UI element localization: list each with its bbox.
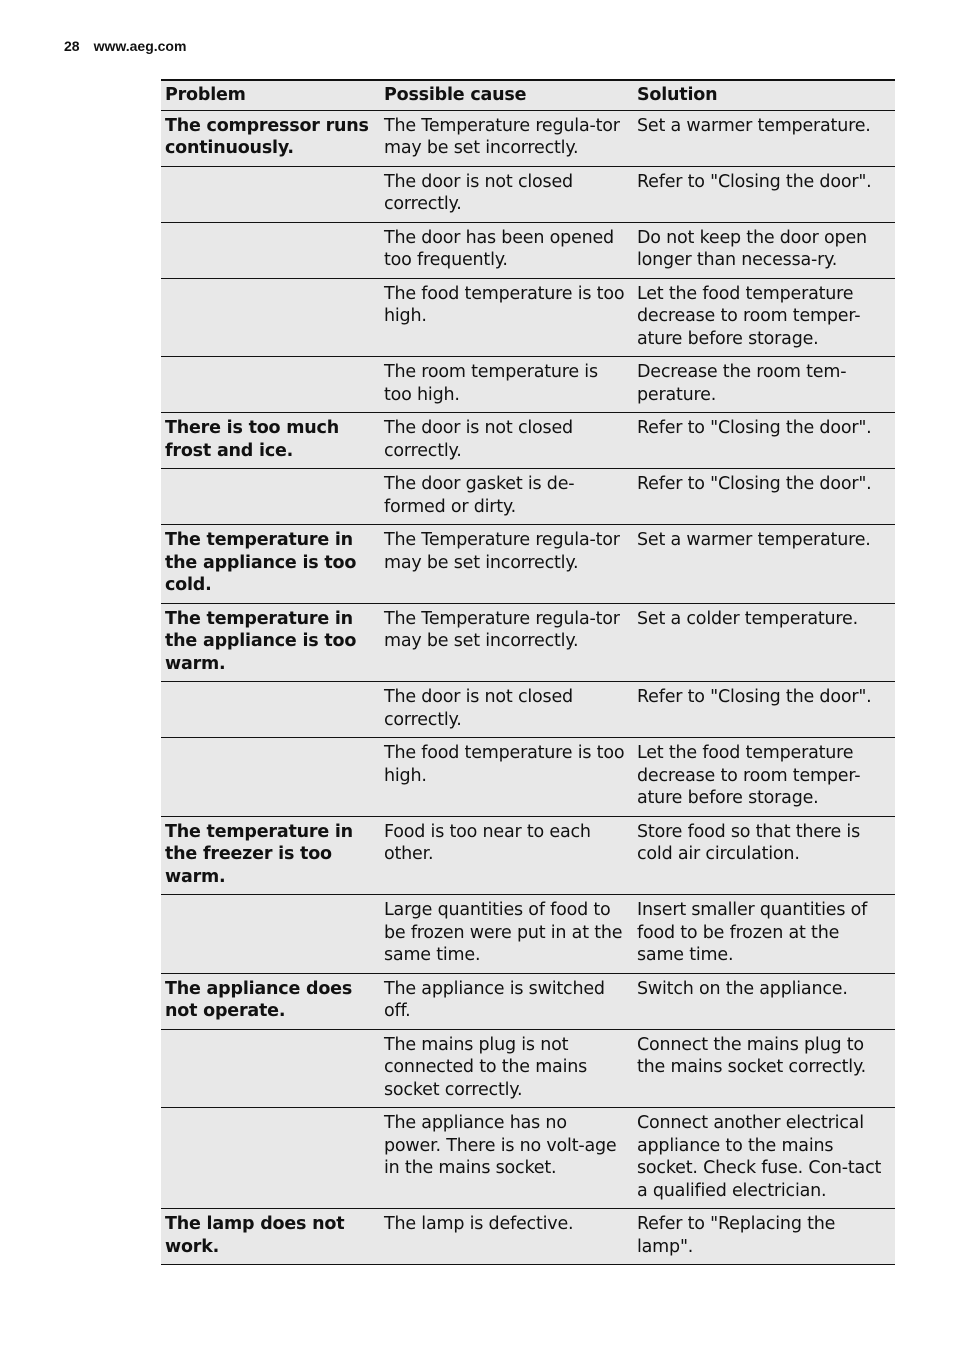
problem-cell (161, 682, 380, 738)
solution-cell: Let the food temperature decrease to room temper-ature before storage. (637, 743, 861, 808)
table-row (161, 110, 895, 166)
cause-cell: The door is not closed correctly. (384, 687, 573, 730)
problem-cell: The compressor runs continuously. (165, 115, 369, 158)
cause-cell: Food is too near to each other. (384, 821, 591, 864)
cause-cell: The food temperature is too high. (384, 283, 625, 326)
table-row (161, 738, 895, 817)
solution-cell: Set a warmer temperature. (637, 530, 871, 550)
solution-cell: Connect another electrical appliance to the mains socket. Check fuse. Con-tact a qualified electrician. (637, 1113, 882, 1201)
problem-cell (161, 1108, 380, 1209)
problem-cell (161, 278, 380, 357)
cause-cell: The lamp is defective. (384, 1214, 574, 1234)
cause-cell: The Temperature regula-tor may be set incorrectly. (384, 608, 620, 651)
table-row (161, 222, 895, 278)
column-header-problem: Problem (165, 85, 246, 105)
cause-cell: Large quantities of food to be frozen were put in at the same time. (384, 900, 623, 965)
problem-cell (161, 222, 380, 278)
table-row (161, 603, 895, 682)
troubleshooting-table (161, 79, 895, 1265)
problem-cell: The appliance does not operate. (165, 978, 353, 1021)
table-row (161, 1108, 895, 1209)
solution-cell: Do not keep the door open longer than necessa-ry. (637, 227, 867, 270)
table-row (161, 682, 895, 738)
cause-cell: The mains plug is not connected to the mains socket correctly. (384, 1034, 588, 1100)
solution-cell: Refer to "Closing the door". (637, 474, 872, 494)
table-row (161, 816, 895, 895)
problem-cell (161, 357, 380, 413)
table-row (161, 278, 895, 357)
table-row (161, 895, 895, 974)
problem-cell (161, 895, 380, 974)
page-number: 28 (64, 38, 80, 54)
problem-cell: The temperature in the appliance is too cold. (165, 530, 357, 595)
column-header-cause: Possible cause (384, 85, 527, 105)
table-row (161, 525, 895, 604)
website-url: www.aeg.com (93, 38, 187, 54)
problem-cell (161, 738, 380, 817)
table-row (161, 413, 895, 469)
table-row (161, 1209, 895, 1265)
cause-cell: The room temperature is too high. (384, 362, 598, 405)
table-row (161, 357, 895, 413)
table-header-row (161, 80, 895, 110)
cause-cell: The Temperature regula-tor may be set incorrectly. (384, 115, 620, 158)
problem-cell: There is too much frost and ice. (165, 418, 339, 461)
solution-cell: Refer to "Closing the door". (637, 687, 872, 707)
table-row (161, 973, 895, 1029)
table-row (161, 469, 895, 525)
problem-cell (161, 469, 380, 525)
problem-cell (161, 1029, 380, 1108)
cause-cell: The Temperature regula-tor may be set incorrectly. (384, 530, 620, 573)
table-row (161, 1029, 895, 1108)
cause-cell: The door is not closed correctly. (384, 418, 573, 461)
solution-cell: Let the food temperature decrease to room temper-ature before storage. (637, 283, 861, 349)
cause-cell: The food temperature is too high. (384, 743, 625, 786)
problem-cell: The lamp does not work. (165, 1214, 345, 1257)
solution-cell: Set a colder temperature. (637, 608, 858, 629)
problem-cell: The temperature in the freezer is too warm. (165, 821, 353, 887)
problem-cell: The temperature in the appliance is too warm. (165, 608, 357, 674)
solution-cell: Set a warmer temperature. (637, 115, 871, 136)
solution-cell: Switch on the appliance. (637, 978, 848, 999)
cause-cell: The door has been opened too frequently. (384, 227, 614, 270)
solution-cell: Connect the mains plug to the mains socket correctly. (637, 1034, 866, 1077)
cause-cell: The appliance has no power. There is no volt-age in the mains socket. (384, 1113, 617, 1178)
solution-cell: Decrease the room tem-perature. (637, 362, 847, 405)
cause-cell: The door gasket is de-formed or dirty. (384, 474, 575, 517)
column-header-solution: Solution (637, 85, 718, 105)
cause-cell: The appliance is switched off. (384, 978, 605, 1021)
problem-cell (161, 166, 380, 222)
table-row (161, 166, 895, 222)
solution-cell: Insert smaller quantities of food to be frozen at the same time. (637, 900, 868, 965)
solution-cell: Refer to "Closing the door". (637, 418, 872, 438)
solution-cell: Store food so that there is cold air circulation. (637, 821, 860, 864)
solution-cell: Refer to "Replacing the lamp". (637, 1214, 836, 1257)
solution-cell: Refer to "Closing the door". (637, 171, 872, 192)
cause-cell: The door is not closed correctly. (384, 171, 573, 214)
page-header (64, 38, 186, 54)
